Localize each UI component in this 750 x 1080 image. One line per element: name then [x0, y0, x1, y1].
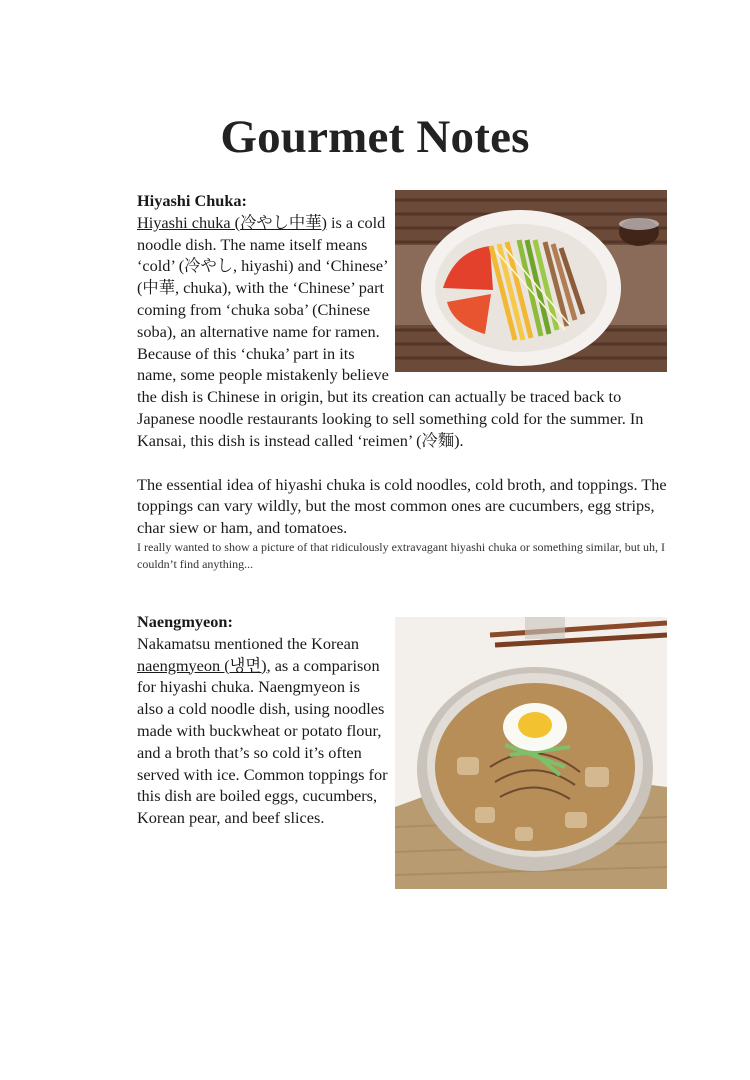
- naengmyeon-paragraph-text: , as a comparison for hiyashi chuka. Naengmyeon is also a cold noodle dish, using noodles made with buckwheat or potato flour, and a broth that’s so cold it’s often served with ice. Common toppings for this dish are boiled eggs, cucumbers, Korean pear, and beef slices.: [137, 655, 388, 828]
- hiyashi-chuka-heading: Hiyashi Chuka:: [137, 191, 247, 210]
- hiyashi-note: I really wanted to show a picture of that ridiculously extravagant hiyashi chuka or something similar, but uh, I couldn’t find anything...: [137, 539, 666, 572]
- hiyashi-chuka-section: [137, 190, 667, 574]
- naengmyeon-paragraph-start: Nakamatsu mentioned the Korean: [137, 633, 359, 653]
- naengmyeon-section: [137, 611, 667, 889]
- hiyashi-chuka-photo: [395, 190, 667, 372]
- naengmyeon-heading: Naengmyeon:: [137, 612, 233, 631]
- hiyashi-chuka-link[interactable]: Hiyashi chuka (冷やし中華): [137, 212, 327, 232]
- naengmyeon-photo: [395, 617, 667, 889]
- hiyashi-paragraph-2: The essential idea of hiyashi chuka is cold noodles, cold broth, and toppings. The toppings can vary wildly, but the most common ones are cucumbers, egg strips, char siew or ham, and tomatoes.: [137, 474, 667, 538]
- page-title: Gourmet Notes: [220, 111, 530, 163]
- hiyashi-paragraph-1-text: is a cold noodle dish. The name itself means ‘cold’ (冷やし, hiyashi) and ‘Chinese’ (中華, chuka), with the ‘Chinese’ part coming from ‘chuka soba’ (Chinese soba), an alternative name for ramen. Because of this ‘chuka’ part in its name, some people mistakenly believe the dish is Chinese in origin, but its creation can actually be traced back to Japanese noodle restaurants looking to sell something cold for the summer. In Kansai, this dish is instead called ‘reimen’ (冷麵).: [137, 212, 644, 450]
- naengmyeon-link[interactable]: naengmyeon (냉면): [137, 655, 267, 675]
